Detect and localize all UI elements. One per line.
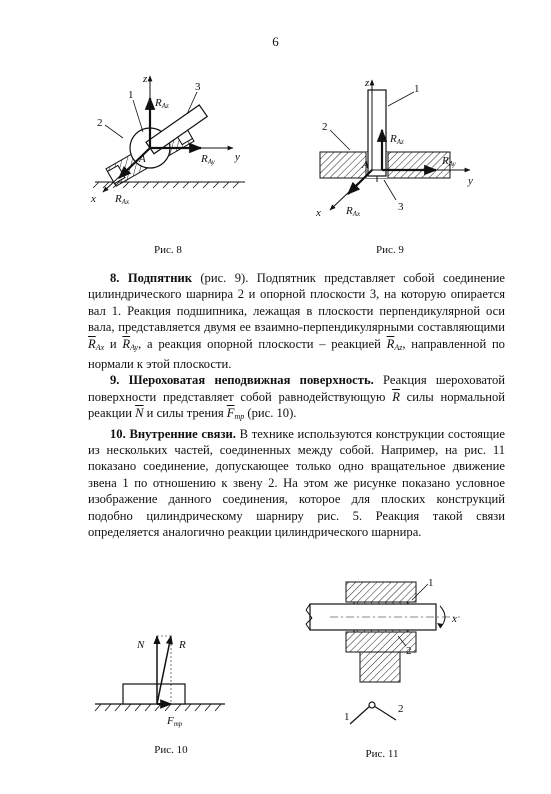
fig11-symbol-n2: 2 (398, 703, 404, 715)
fig9-n1: 1 (414, 83, 420, 95)
fig8-A-label: A (139, 153, 146, 165)
fig8-n2: 2 (97, 117, 103, 129)
fig9-x-label: x (316, 207, 321, 219)
fig9-n2: 2 (322, 121, 328, 133)
fig9-n3: 3 (398, 201, 404, 213)
fig9-RAx: RAx (346, 205, 361, 218)
figure-9-caption: Рис. 9 (376, 244, 404, 256)
figure-10 (95, 628, 245, 738)
fig10-R-label: R (179, 639, 186, 651)
figure-9 (310, 70, 480, 220)
fig10-N-label: N (137, 639, 145, 651)
figure-10-caption: Рис. 10 (154, 744, 188, 756)
fig10-Ftr-label: Fтр (167, 715, 183, 728)
fig8-RAx: RAx (115, 193, 130, 206)
fig8-z-label: z (143, 73, 148, 85)
fig11-n2: 2 (406, 645, 412, 657)
paragraph-8: 8. Подпятник (рис. 9). Подпятник представляет собой соединение цилиндрического шарнира 2 и опорной плоскости 3, на которую опирается вал 1. Реакция подшипника, лежащая в плоскости перпендикулярной оси вала, представляется двумя ее взаимно-перпендикулярными составляющими $\overline{R}_{Ax}$ и $\overline{R}_{Ay}$, а реакция опорной плоскости – реакцией $\overline{R}_{Az}$, направленной по нормали к этой плоскости. (88, 271, 505, 372)
fig8-RAz: RAz (155, 97, 169, 110)
fig9-RAz: RAz (390, 133, 404, 146)
fig11-n1: 1 (428, 577, 434, 589)
figure-8-caption: Рис. 8 (154, 244, 182, 256)
figure-11 (300, 574, 480, 744)
fig8-y-label: y (235, 151, 240, 163)
fig9-z-label: z (365, 77, 370, 89)
fig11-x-label: x (452, 613, 457, 625)
fig8-n1: 1 (128, 89, 134, 101)
fig8-n3: 3 (195, 81, 201, 93)
figure-11-caption: Рис. 11 (365, 748, 399, 760)
fig9-A-label: A (362, 159, 369, 171)
fig8-x-label: x (91, 193, 96, 205)
fig9-RAy: RAy (442, 155, 456, 168)
paragraph-10: 10. Внутренние связи. В технике используются конструкции состоящие из нескольких частей, соединенных между собой. Например, на рис. 11 показано соединение, допускающее только одно вращательное движение звена 1 по отношению к звену 2. На этом же рисунке показано условное изображение данного соединения, которое для плоских конструкций подобно цилиндрическому шарниру рис. 5. Реакция такой связи определяется аналогично реакции цилиндрического шарнира. (88, 426, 505, 540)
fig9-y-label: y (468, 175, 473, 187)
body-text (88, 270, 505, 541)
fig11-symbol-n1: 1 (344, 711, 350, 723)
figure-8 (85, 70, 255, 220)
page-number: 6 (272, 34, 279, 49)
fig8-RAy: RAy (201, 153, 215, 166)
paragraph-9: 9. Шероховатая неподвижная поверхность. Реакция шероховатой поверхности представляет собой равнодействующую $\overline{R}$ силы нормальной реакции $\overline{N}$ и силы трения $\overline{F}_{тр}$ (рис. 10). (88, 373, 505, 422)
